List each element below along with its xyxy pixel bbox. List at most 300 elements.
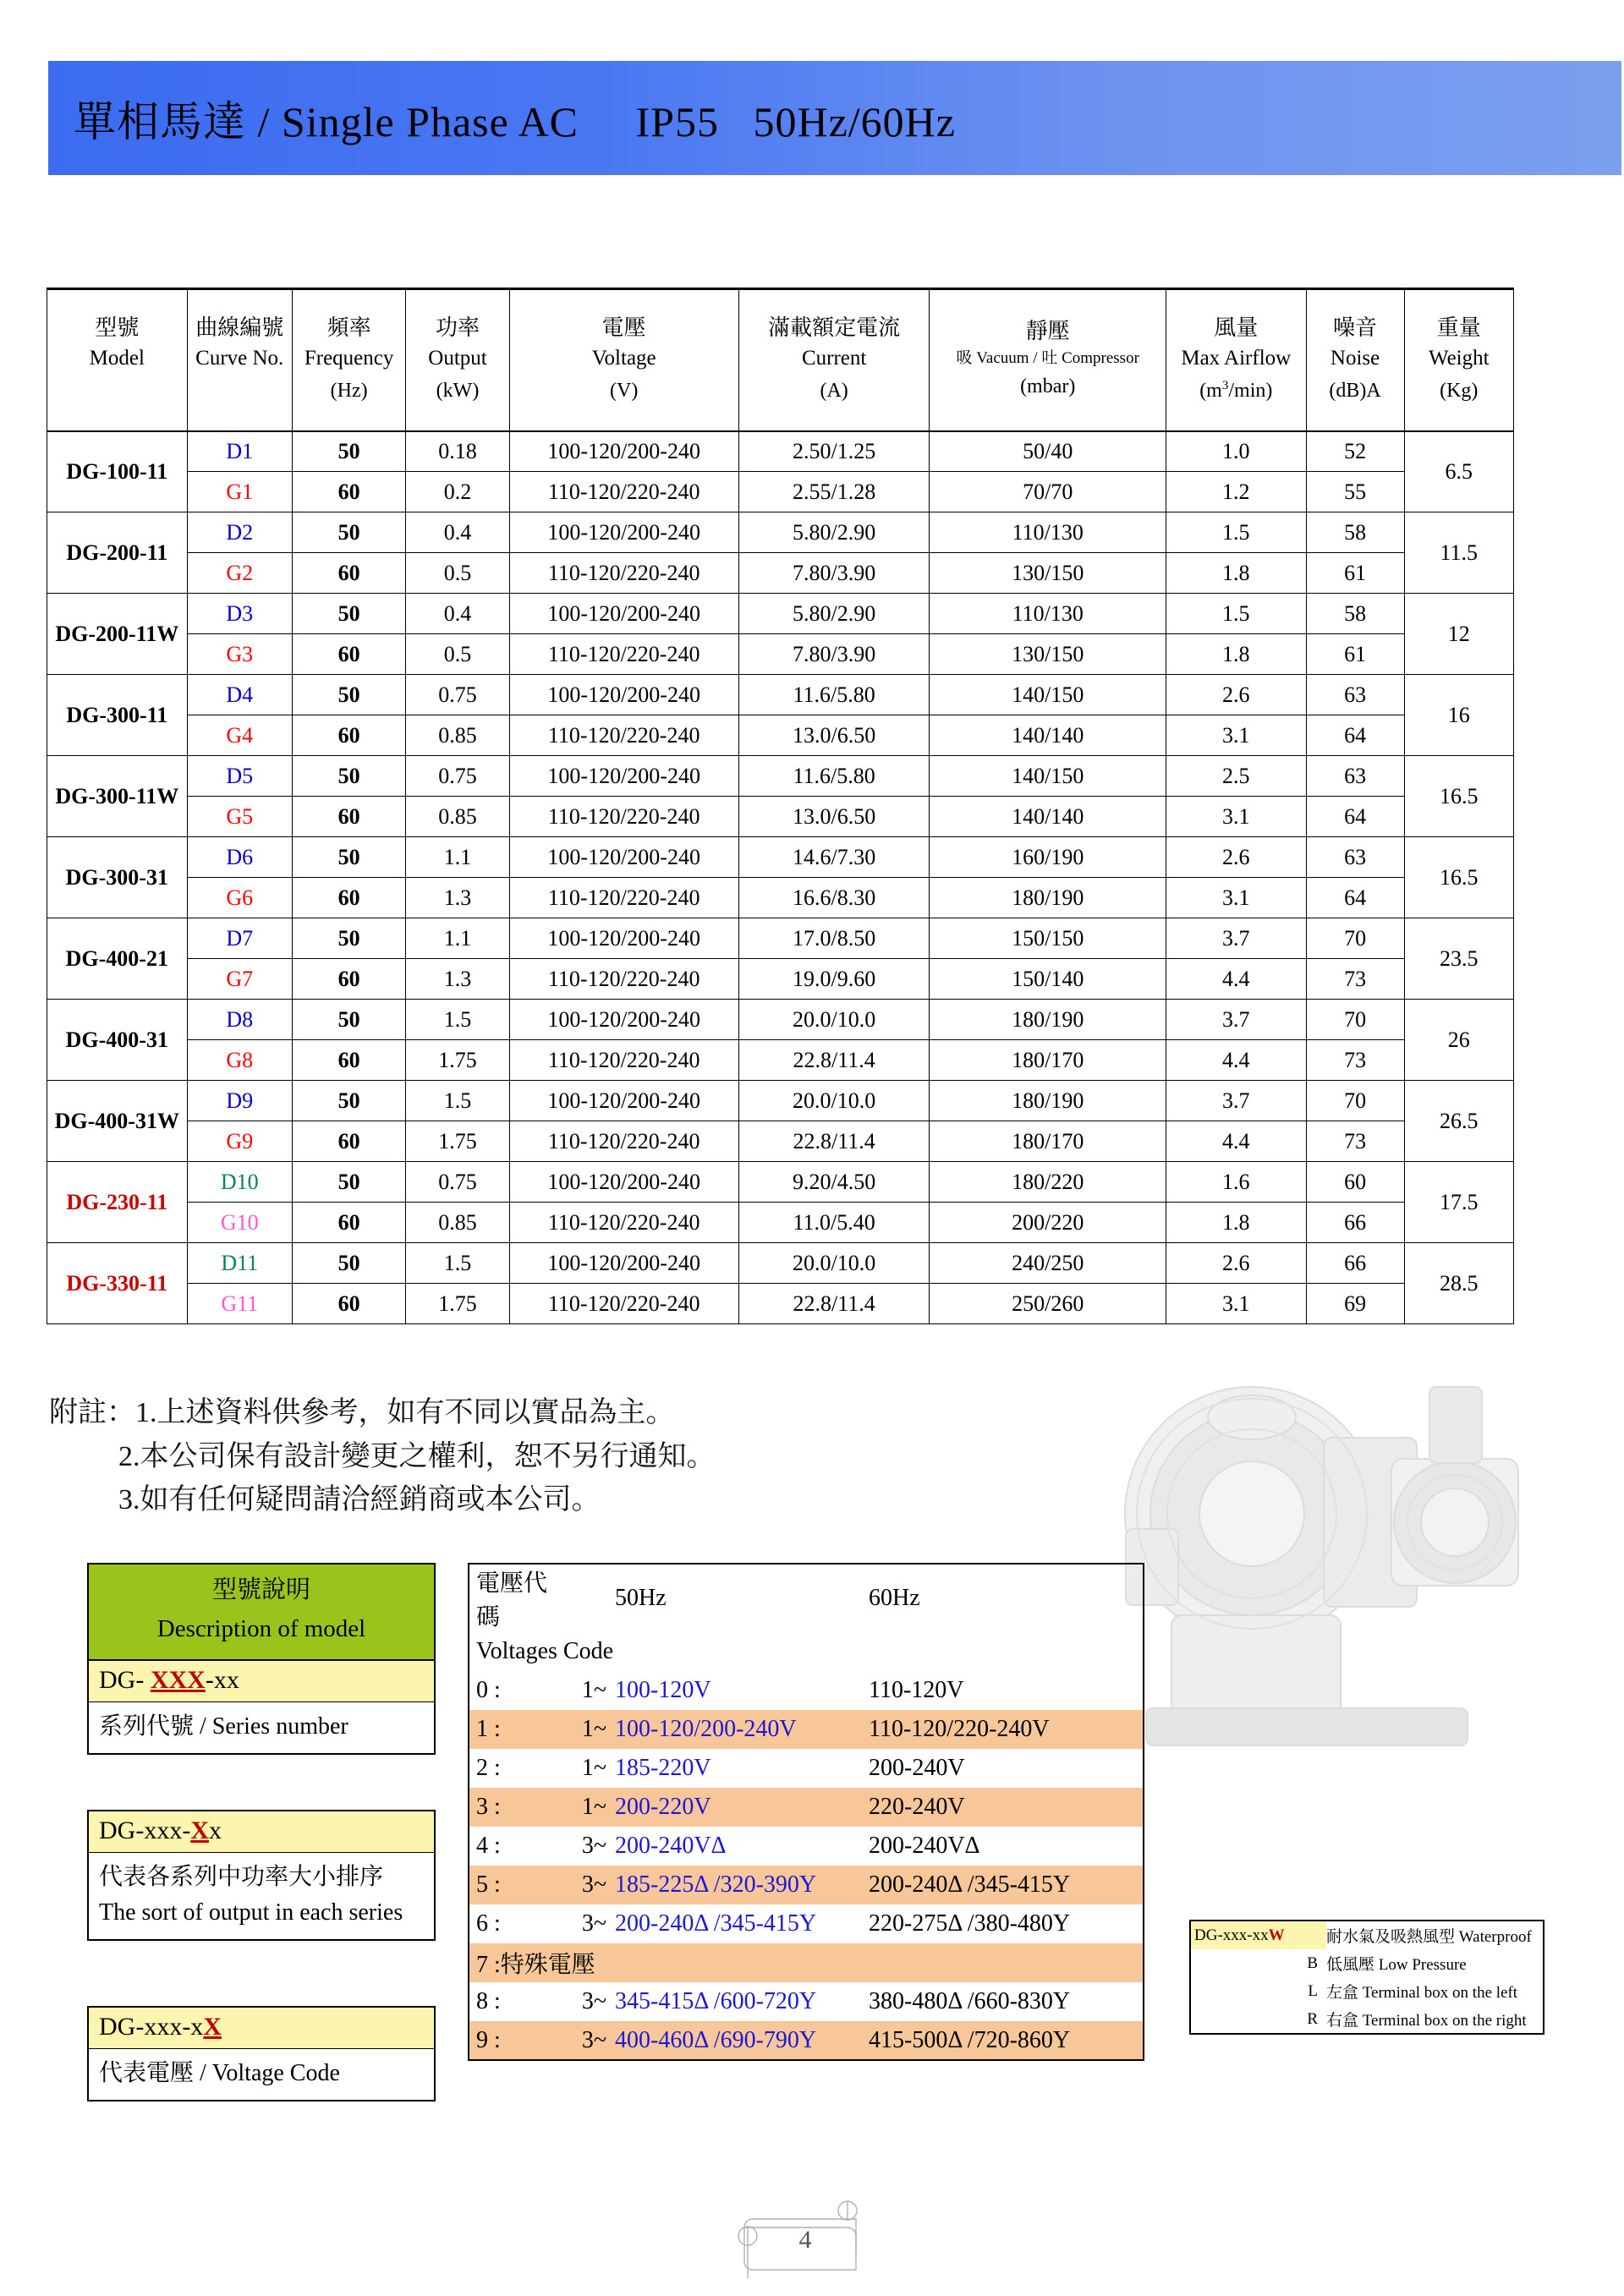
column-header-cn: 重量: [1436, 315, 1481, 340]
airflow-cell: 1.5: [1166, 512, 1306, 553]
column-header-unit: (kW): [436, 380, 480, 402]
curve-number-cell: D10: [187, 1162, 292, 1203]
frequency-cell: 60: [292, 634, 406, 675]
frequency-cell: 50: [292, 512, 406, 553]
current-cell: 2.50/1.25: [738, 431, 930, 472]
curve-number-cell: D5: [187, 756, 292, 797]
table-row: [47, 1121, 1514, 1162]
column-header-en: Curve No.: [195, 347, 284, 370]
voltage-code-label: 9 :: [469, 2021, 549, 2060]
voltage-code-50hz: 185-220V: [615, 1755, 711, 1781]
model-description-box-output: [87, 1810, 436, 1941]
static-pressure-cell: 200/220: [930, 1203, 1166, 1243]
voltage-code-50hz: 185-225Δ /320-390Y: [615, 1866, 869, 1904]
voltage-code-label: 4 :: [476, 1833, 501, 1859]
static-pressure-cell: 150/140: [930, 959, 1166, 1000]
column-header-cn: 頻率: [326, 315, 371, 340]
voltage-code-row: [469, 1943, 1144, 1982]
static-pressure-cell: 110/130: [930, 594, 1166, 634]
output-cell: 1.75: [406, 1121, 509, 1162]
page-title: 單相馬達 / Single Phase AC IP55 50Hz/60Hz: [74, 97, 956, 145]
output-cell: 0.18: [406, 431, 509, 472]
output-cell: 1.1: [406, 837, 509, 878]
noise-cell: 73: [1306, 1040, 1404, 1081]
static-pressure-cell: 140/140: [930, 797, 1166, 837]
voltage-code-60hz: 200-240V: [869, 1755, 965, 1781]
voltage-header-phase-spacer: [549, 1564, 615, 1632]
airflow-cell: 1.5: [1166, 594, 1306, 634]
voltage-cell: 100-120/200-240: [509, 675, 738, 715]
static-pressure-cell: 180/190: [930, 1081, 1166, 1121]
column-header-1: [187, 289, 292, 431]
current-cell: 13.0/6.50: [738, 715, 930, 756]
table-row: [47, 959, 1514, 1000]
code-suffix: x: [208, 1817, 222, 1844]
curve-number-cell: D1: [187, 431, 292, 472]
noise-cell: 70: [1306, 1081, 1404, 1121]
model-code-pattern-series: [89, 1661, 434, 1702]
voltage-cell: 110-120/220-240: [509, 1040, 738, 1081]
table-row: [47, 472, 1514, 512]
model-name-cell: DG-400-21: [47, 918, 188, 1000]
voltage-code-60hz: 415-500Δ /720-860Y: [869, 2021, 1144, 2060]
current-cell: 20.0/10.0: [738, 1081, 930, 1121]
output-cell: 1.5: [406, 1081, 509, 1121]
frequency-cell: 60: [292, 715, 406, 756]
frequency-cell: 50: [292, 594, 406, 634]
weight-cell: 12: [1404, 594, 1513, 675]
voltage-code-phase: 1~: [549, 1710, 615, 1749]
voltage-cell: 110-120/220-240: [509, 553, 738, 594]
frequency-cell: 50: [292, 1243, 406, 1284]
model-description-header-en: Description of model: [156, 1614, 366, 1642]
suffix-legend-key: [1191, 1977, 1326, 2005]
code-highlight: X: [203, 2013, 222, 2041]
note-line-3: 3.如有任何疑問請洽經銷商或本公司。: [118, 1484, 601, 1516]
model-name-cell: DG-300-11: [47, 675, 188, 756]
frequency-cell: 60: [292, 959, 406, 1000]
output-cell: 0.4: [406, 512, 509, 553]
table-row: [47, 1081, 1514, 1121]
curve-number-cell: G5: [187, 797, 292, 837]
voltage-cell: 100-120/200-240: [509, 918, 738, 959]
voltage-code-60hz: 220-275Δ /380-480Y: [869, 1910, 1071, 1937]
static-pressure-cell: 240/250: [930, 1243, 1166, 1284]
column-header-cn: 噪音: [1333, 315, 1378, 340]
model-name-cell: DG-100-11: [47, 431, 188, 512]
noise-cell: 52: [1306, 431, 1404, 472]
column-header-en: Noise: [1330, 347, 1380, 370]
table-row: [47, 715, 1514, 756]
current-cell: 7.80/3.90: [738, 634, 930, 675]
voltage-code-60hz: 200-240Δ /345-415Y: [869, 1866, 1144, 1904]
specification-table: [47, 288, 1514, 1324]
model-name-cell: DG-400-31W: [47, 1081, 188, 1162]
table-row: [47, 1000, 1514, 1040]
airflow-cell: 1.8: [1166, 634, 1306, 675]
airflow-cell: 1.0: [1166, 431, 1306, 472]
model-description-text-output: [89, 1853, 434, 1939]
airflow-cell: 1.8: [1166, 1203, 1306, 1243]
airflow-cell: 4.4: [1166, 1040, 1306, 1081]
column-header-6: [930, 289, 1166, 431]
voltage-header-spacer-60: [869, 1632, 1144, 1671]
voltage-code-50hz: 100-120/200-240V: [615, 1710, 869, 1749]
suffix-legend-value: 耐水氣及吸熱風型 Waterproof: [1326, 1928, 1532, 1946]
frequency-cell: 60: [292, 553, 406, 594]
voltage-table-header-row-en: [469, 1632, 1144, 1671]
voltage-code-row: [469, 1904, 1144, 1943]
noise-cell: 61: [1306, 553, 1404, 594]
column-header-en: Max Airflow: [1181, 347, 1292, 370]
table-head: [47, 289, 1514, 431]
static-pressure-cell: 110/130: [930, 512, 1166, 553]
table-row: [47, 878, 1514, 918]
model-name-cell: DG-200-11W: [47, 594, 188, 675]
model-description-box-series: [87, 1563, 436, 1755]
column-header-5: [738, 289, 930, 431]
output-cell: 1.1: [406, 918, 509, 959]
model-name-cell: DG-300-11W: [47, 756, 188, 837]
table-row: [47, 553, 1514, 594]
voltage-code-60hz: 110-120V: [869, 1677, 964, 1703]
static-pressure-cell: 180/190: [930, 878, 1166, 918]
column-header-unit: (Hz): [330, 380, 368, 402]
voltage-cell: 110-120/220-240: [509, 878, 738, 918]
column-header-cn: 滿載額定電流: [768, 315, 901, 340]
airflow-cell: 3.7: [1166, 918, 1306, 959]
table-row: [47, 837, 1514, 878]
curve-number-cell: G7: [187, 959, 292, 1000]
column-header-4: [509, 289, 738, 431]
column-header-cn: 風量: [1214, 315, 1259, 340]
column-header-en: Frequency: [304, 347, 394, 370]
curve-number-cell: D11: [187, 1243, 292, 1284]
column-header-9: [1404, 289, 1513, 431]
voltage-code-row: [469, 1827, 1144, 1866]
current-cell: 13.0/6.50: [738, 797, 930, 837]
table-row: [47, 797, 1514, 837]
static-pressure-cell: 160/190: [930, 837, 1166, 878]
table-row: [47, 1284, 1514, 1324]
airflow-cell: 4.4: [1166, 959, 1306, 1000]
airflow-cell: 3.7: [1166, 1081, 1306, 1121]
curve-number-cell: D4: [187, 675, 292, 715]
static-pressure-cell: 180/170: [930, 1040, 1166, 1081]
column-header-unit: (Kg): [1440, 380, 1479, 402]
voltage-code-60hz: 220-240V: [869, 1788, 1144, 1827]
table-row: [47, 1040, 1514, 1081]
current-cell: 17.0/8.50: [738, 918, 930, 959]
noise-cell: 64: [1306, 715, 1404, 756]
airflow-cell: 3.7: [1166, 1000, 1306, 1040]
weight-cell: 16: [1404, 675, 1513, 756]
voltage-code-phase: 1~: [581, 1677, 606, 1703]
model-name-cell: DG-330-11: [47, 1243, 188, 1324]
airflow-cell: 2.6: [1166, 675, 1306, 715]
curve-number-cell: G11: [187, 1284, 292, 1324]
column-header-en: Voltage: [591, 347, 656, 370]
output-cell: 0.85: [406, 797, 509, 837]
voltage-header-60hz: 60Hz: [869, 1585, 920, 1611]
code-prefix: DG-xxx-x: [99, 2013, 204, 2041]
suffix-legend-key: [1191, 1921, 1326, 1949]
voltage-code-60hz: 380-480Δ /660-830Y: [869, 1988, 1071, 2014]
frequency-cell: 60: [292, 1121, 406, 1162]
airflow-cell: 3.1: [1166, 715, 1306, 756]
voltage-code-phase: 1~: [581, 1755, 606, 1781]
voltage-cell: 100-120/200-240: [509, 594, 738, 634]
noise-cell: 64: [1306, 797, 1404, 837]
column-header-7: [1166, 289, 1306, 431]
column-header-en: Current: [801, 347, 867, 370]
column-header-unit: (A): [820, 380, 848, 402]
voltage-cell: 100-120/200-240: [509, 1162, 738, 1203]
suffix-legend-row: [1191, 1921, 1543, 1949]
voltage-code-50hz: 200-240Δ /345-415Y: [615, 1910, 817, 1937]
note-line-1: 附註：1.上述資料供參考，如有不同以實品為主。: [49, 1397, 675, 1428]
noise-cell: 64: [1306, 878, 1404, 918]
static-pressure-cell: 250/260: [930, 1284, 1166, 1324]
code-prefix: DG-: [99, 1665, 151, 1694]
voltage-code-50hz: 200-220V: [615, 1788, 869, 1827]
column-header-unit: [47, 375, 187, 406]
voltage-code-50hz: 200-240VΔ: [615, 1833, 727, 1859]
column-header-unit: $(m^3/\min)$: [1199, 379, 1273, 402]
suffix-code-letter: L: [1308, 1981, 1318, 2000]
suffix-legend-value: 低風壓 Low Pressure: [1326, 1956, 1467, 1974]
current-cell: 16.6/8.30: [738, 878, 930, 918]
table-row: [47, 594, 1514, 634]
current-cell: 11.6/5.80: [738, 756, 930, 797]
output-cell: 0.85: [406, 715, 509, 756]
voltage-code-row: [469, 1671, 1144, 1710]
voltage-code-label: 8 :: [476, 1988, 501, 2014]
suffix-code-highlight: W: [1268, 1926, 1285, 1944]
model-description-text-voltage: 代表電壓 / Voltage Code: [89, 2049, 434, 2100]
airflow-cell: 3.1: [1166, 797, 1306, 837]
static-pressure-cell: 180/170: [930, 1121, 1166, 1162]
voltage-code-label: 1 :: [469, 1710, 549, 1749]
model-description-text-output-en: The sort of output in each series: [99, 1899, 403, 1926]
column-header-en: Model: [89, 347, 145, 370]
code-prefix: DG-xxx-: [99, 1817, 191, 1844]
noise-cell: 60: [1306, 1162, 1404, 1203]
table-body: [47, 431, 1514, 1324]
output-cell: 0.2: [406, 472, 509, 512]
table-row: [47, 512, 1514, 553]
current-cell: 2.55/1.28: [738, 472, 930, 512]
noise-cell: 66: [1306, 1203, 1404, 1243]
weight-cell: 26: [1404, 1000, 1513, 1081]
noise-cell: 58: [1306, 512, 1404, 553]
current-cell: 20.0/10.0: [738, 1243, 930, 1284]
static-pressure-cell: 180/190: [930, 1000, 1166, 1040]
current-cell: 11.6/5.80: [738, 675, 930, 715]
code-suffix: -xx: [205, 1665, 239, 1694]
note-line-2: 2.本公司保有設計變更之權利，恕不另行通知。: [118, 1440, 716, 1472]
model-code-pattern-output: [89, 1811, 434, 1853]
suffix-legend-value: 右盒 Terminal box on the right: [1326, 2012, 1527, 2030]
voltage-cell: 110-120/220-240: [509, 715, 738, 756]
airflow-cell: 3.1: [1166, 878, 1306, 918]
column-header-cn: 型號: [95, 315, 140, 340]
model-description-box-voltage: [87, 2006, 436, 2101]
static-pressure-cell: 50/40: [930, 431, 1166, 472]
voltage-header-50hz: 50Hz: [615, 1585, 667, 1611]
noise-cell: 63: [1306, 675, 1404, 715]
page-header-banner: [48, 61, 1621, 175]
curve-number-cell: D3: [187, 594, 292, 634]
output-cell: 0.75: [406, 756, 509, 797]
voltage-code-60hz: 110-120/220-240V: [869, 1710, 1144, 1749]
output-cell: 1.3: [406, 878, 509, 918]
frequency-cell: 50: [292, 1162, 406, 1203]
voltage-code-phase: 3~: [549, 2021, 615, 2060]
current-cell: 19.0/9.60: [738, 959, 930, 1000]
current-cell: 22.8/11.4: [738, 1121, 930, 1162]
frequency-cell: 50: [292, 431, 406, 472]
current-cell: 11.0/5.40: [738, 1203, 930, 1243]
noise-cell: 70: [1306, 1000, 1404, 1040]
static-pressure-cell: 130/150: [930, 553, 1166, 594]
frequency-cell: 60: [292, 472, 406, 512]
curve-number-cell: D6: [187, 837, 292, 878]
voltage-code-phase: 3~: [581, 1910, 606, 1937]
model-name-cell: DG-230-11: [47, 1162, 188, 1243]
output-cell: 1.3: [406, 959, 509, 1000]
noise-cell: 63: [1306, 756, 1404, 797]
voltage-code-row: [469, 1749, 1144, 1788]
curve-number-cell: G9: [187, 1121, 292, 1162]
static-pressure-cell: 140/150: [930, 756, 1166, 797]
noise-cell: 73: [1306, 959, 1404, 1000]
voltage-cell: 100-120/200-240: [509, 431, 738, 472]
voltage-code-label: 3 :: [469, 1788, 549, 1827]
frequency-cell: 50: [292, 918, 406, 959]
voltage-cell: 100-120/200-240: [509, 1243, 738, 1284]
noise-cell: 58: [1306, 594, 1404, 634]
curve-number-cell: G1: [187, 472, 292, 512]
output-cell: 1.75: [406, 1040, 509, 1081]
noise-cell: 63: [1306, 837, 1404, 878]
table-row: [47, 431, 1514, 472]
suffix-legend-row: [1191, 1977, 1543, 2005]
voltage-code-table: [468, 1563, 1144, 2061]
noise-cell: 61: [1306, 634, 1404, 675]
voltage-code-row: [469, 1788, 1144, 1827]
output-cell: 0.5: [406, 634, 509, 675]
voltage-header-spacer-50: [615, 1632, 869, 1671]
static-pressure-cell: 150/150: [930, 918, 1166, 959]
curve-number-cell: G3: [187, 634, 292, 675]
column-header-3: [406, 289, 509, 431]
frequency-cell: 60: [292, 1203, 406, 1243]
column-header-unit: (V): [610, 380, 639, 402]
voltage-code-phase: 3~: [581, 1988, 606, 2014]
output-cell: 1.75: [406, 1284, 509, 1324]
code-highlight: X: [190, 1817, 209, 1844]
current-cell: 22.8/11.4: [738, 1284, 930, 1324]
suffix-code-prefix: DG-xxx-xx: [1194, 1926, 1269, 1944]
table-row: [47, 1203, 1514, 1243]
current-cell: 14.6/7.30: [738, 837, 930, 878]
weight-cell: 28.5: [1404, 1243, 1513, 1324]
airflow-cell: 2.6: [1166, 1243, 1306, 1284]
curve-number-cell: G6: [187, 878, 292, 918]
suffix-legend-key: [1191, 1949, 1326, 1977]
weight-cell: 26.5: [1404, 1081, 1513, 1162]
column-header-0: [47, 289, 188, 431]
voltage-cell: 110-120/220-240: [509, 1284, 738, 1324]
suffix-legend-value: 左盒 Terminal box on the left: [1326, 1984, 1518, 2002]
voltage-cell: 110-120/220-240: [509, 634, 738, 675]
curve-number-cell: G2: [187, 553, 292, 594]
current-cell: 5.80/2.90: [738, 512, 930, 553]
column-header-cn: 功率: [435, 315, 480, 340]
airflow-cell: 2.6: [1166, 837, 1306, 878]
voltage-code-label: 2 :: [476, 1755, 501, 1781]
column-header-cn: 電壓: [601, 315, 646, 340]
weight-cell: 16.5: [1404, 756, 1513, 837]
current-cell: 7.80/3.90: [738, 553, 930, 594]
model-name-cell: DG-400-31: [47, 1000, 188, 1081]
voltage-code-50hz: 100-120V: [615, 1677, 711, 1703]
model-description-header-cn: 型號說明: [211, 1576, 310, 1603]
voltage-cell: 100-120/200-240: [509, 512, 738, 553]
voltage-code-60hz: 200-240VΔ: [869, 1833, 980, 1859]
noise-cell: 70: [1306, 918, 1404, 959]
suffix-legend-body: [1191, 1921, 1543, 2033]
output-cell: 0.85: [406, 1203, 509, 1243]
weight-cell: 23.5: [1404, 918, 1513, 1000]
page-number: 4: [798, 2226, 812, 2254]
model-description-text-series: 系列代號 / Series number: [89, 1702, 434, 1753]
voltage-code-50hz: 400-460Δ /690-790Y: [615, 2021, 869, 2060]
table-row: [47, 918, 1514, 959]
voltage-cell: 110-120/220-240: [509, 1121, 738, 1162]
weight-cell: 17.5: [1404, 1162, 1513, 1243]
column-header-cn: 靜壓: [1025, 319, 1070, 344]
weight-cell: 16.5: [1404, 837, 1513, 918]
curve-number-cell: D2: [187, 512, 292, 553]
noise-cell: 69: [1306, 1284, 1404, 1324]
column-header-en: Output: [428, 347, 487, 370]
noise-cell: 73: [1306, 1121, 1404, 1162]
static-pressure-cell: 140/140: [930, 715, 1166, 756]
voltage-code-label: 5 :: [469, 1866, 549, 1904]
voltage-cell: 110-120/220-240: [509, 797, 738, 837]
suffix-legend-row: [1191, 1949, 1543, 1977]
current-cell: 20.0/10.0: [738, 1000, 930, 1040]
output-cell: 1.5: [406, 1000, 509, 1040]
voltage-header-en: Voltages Code: [476, 1638, 614, 1664]
column-header-cn: 曲線編號: [195, 315, 284, 340]
frequency-cell: 60: [292, 797, 406, 837]
frequency-cell: 50: [292, 1000, 406, 1040]
noise-cell: 55: [1306, 472, 1404, 512]
output-cell: 1.5: [406, 1243, 509, 1284]
voltage-cell: 100-120/200-240: [509, 756, 738, 797]
voltage-code-table-body: [469, 1564, 1144, 2060]
curve-number-cell: G8: [187, 1040, 292, 1081]
suffix-legend-row: [1191, 2005, 1543, 2033]
frequency-cell: 50: [292, 837, 406, 878]
model-description-text-output-cn: 代表各系列中功率大小排序: [99, 1864, 384, 1890]
frequency-cell: 50: [292, 675, 406, 715]
voltage-cell: 110-120/220-240: [509, 1203, 738, 1243]
model-description-header: [89, 1564, 434, 1661]
